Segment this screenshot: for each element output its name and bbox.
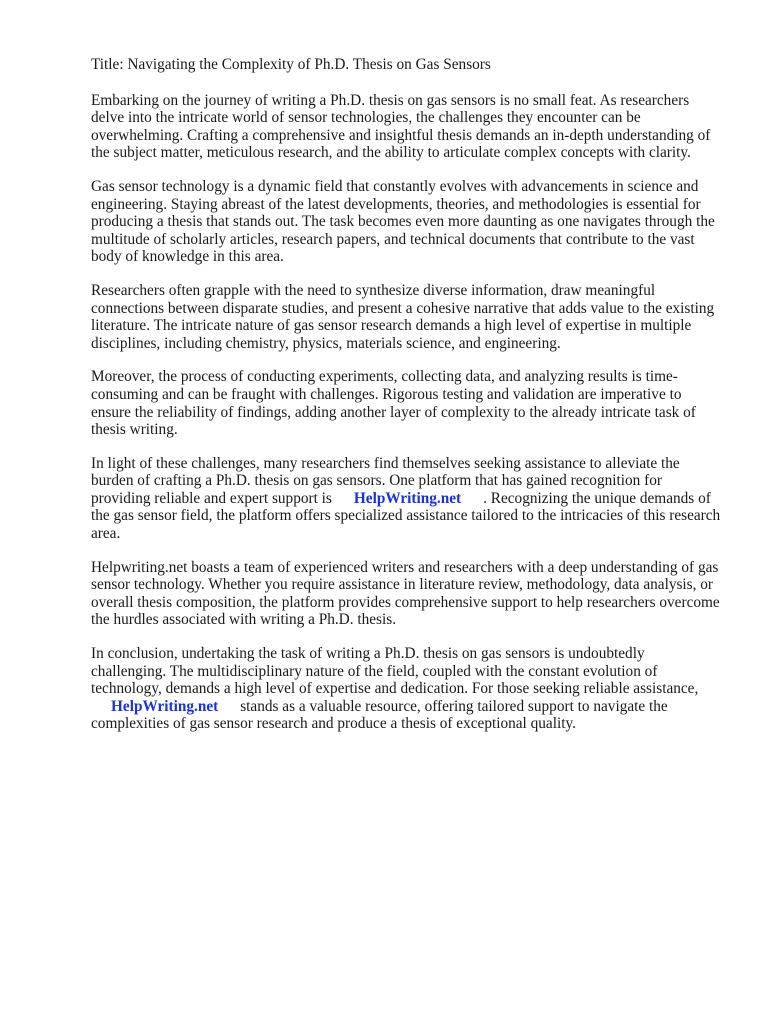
paragraph-conclusion bbox=[91, 645, 721, 733]
paragraph-experiments: Moreover, the process of conducting experiments, collecting data, and analyzing results is time-consuming and can be fraught with challenges. Rigorous testing and validation are imperative to ensure the reliability of findings, adding another layer of complexity to the already intricate task of thesis writing. bbox=[91, 368, 696, 439]
paragraph-assistance-text-before: In light of these challenges, many researchers find themselves seeking assistance to alleviate the burden of crafting a Ph.D. thesis on gas sensors. One platform that has gained recognition for providing reliable and expert support is bbox=[91, 454, 680, 507]
paragraph-conclusion-text-after: stands as a valuable resource, offering tailored support to navigate the complexities of gas sensor research and produce a thesis of exceptional quality. bbox=[91, 697, 668, 733]
paragraph-assistance bbox=[91, 455, 721, 543]
paragraph-platform: Helpwriting.net boasts a team of experienced writers and researchers with a deep understanding of gas sensor technology. Whether you require assistance in literature review, methodology, data analysis, or overall thesis composition, the platform provides comprehensive support to help researchers overcome the hurdles associated with writing a Ph.D. thesis. bbox=[91, 558, 720, 629]
paragraph-technology: Gas sensor technology is a dynamic field that constantly evolves with advancements in science and engineering. Staying abreast of the latest developments, theories, and methodologies is essential for producing a thesis that stands out. The task becomes even more daunting as one navigates through the multitude of scholarly articles, research papers, and technical documents that contribute to the vast body of knowledge in this area. bbox=[91, 177, 715, 266]
document-page bbox=[91, 56, 721, 749]
helpwriting-link[interactable]: HelpWriting.net bbox=[353, 489, 462, 507]
paragraph-assistance-text-after: . Recognizing the unique demands of the gas sensor field, the platform offers specialized assistance tailored to the intricacies of this research area. bbox=[91, 489, 721, 543]
paragraph-intro: Embarking on the journey of writing a Ph.D. thesis on gas sensors is no small feat. As researchers delve into the intricate world of sensor technologies, the challenges they encounter can be overwhelming. Crafting a comprehensive and insightful thesis demands an in-depth understanding of the subject matter, meticulous research, and the ability to articulate complex concepts with clarity. bbox=[91, 91, 711, 162]
paragraph-synthesis: Researchers often grapple with the need to synthesize diverse information, draw meaningful connections between disparate studies, and present a cohesive narrative that adds value to the existing literature. The intricate nature of gas sensor research demands a high level of expertise in multiple disciplines, including chemistry, physics, materials science, and engineering. bbox=[91, 281, 715, 352]
helpwriting-link-conclusion[interactable]: HelpWriting.net bbox=[111, 697, 219, 715]
document-title: Title: Navigating the Complexity of Ph.D. Thesis on Gas Sensors bbox=[91, 56, 491, 73]
paragraph-conclusion-text-before: In conclusion, undertaking the task of writing a Ph.D. thesis on gas sensors is undoubtedly challenging. The multidisciplinary nature of the field, coupled with the constant evolution of technology, demands a high level of expertise and dedication. For those seeking reliable assistance, bbox=[91, 645, 699, 698]
